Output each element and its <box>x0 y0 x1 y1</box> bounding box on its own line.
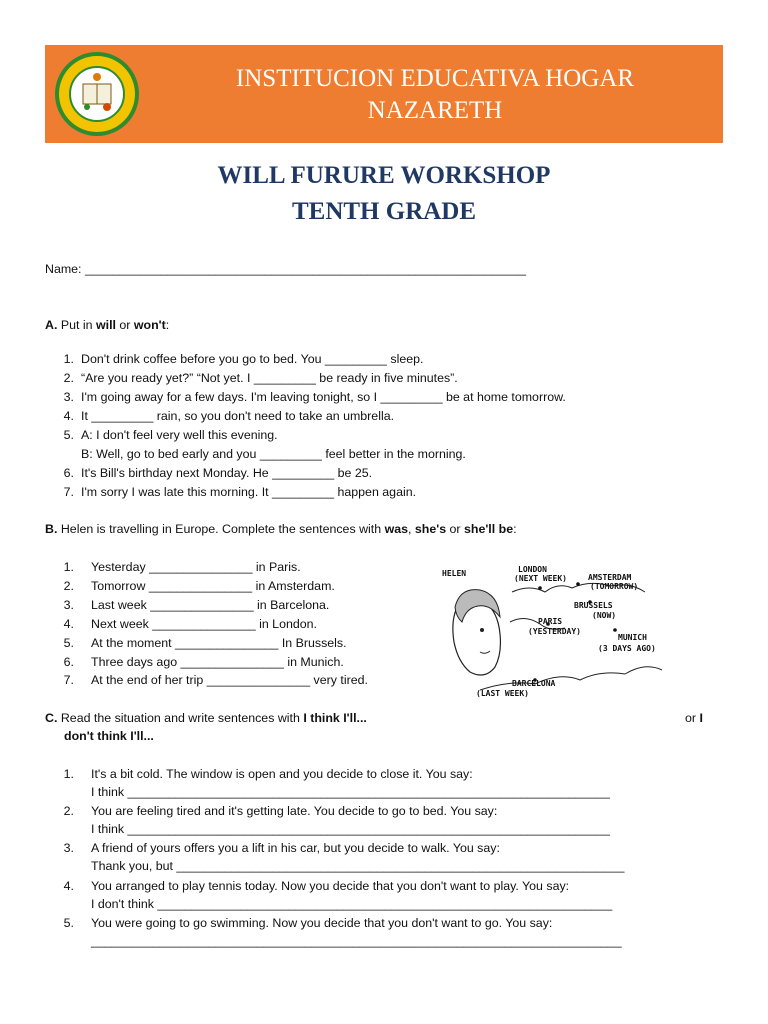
section-c-item-number: 2. <box>63 804 74 818</box>
helen-europe-map <box>440 562 665 702</box>
section-a-item-number: 5. <box>63 428 74 442</box>
map-label-brussels-sub: (NOW) <box>592 611 617 620</box>
section-c-answer-line[interactable]: Thank you, but _________________________________________________________________ <box>91 859 625 873</box>
section-a-letter: A. <box>45 318 58 332</box>
section-b-item[interactable]: At the end of her trip _______________ very tired. <box>91 673 368 687</box>
section-a-item[interactable]: I'm going away for a few days. I'm leaving tonight, so I _________ be at home tomorrow. <box>81 390 566 404</box>
section-a-item[interactable]: It's Bill's birthday next Monday. He _________ be 25. <box>81 466 373 480</box>
map-label-london-sub: (NEXT WEEK) <box>514 574 567 583</box>
munich-dot-icon <box>613 628 617 632</box>
section-b-item[interactable]: At the moment _______________ In Brussels. <box>91 636 347 650</box>
section-c-item: It's a bit cold. The window is open and you decide to close it. You say: <box>91 767 473 781</box>
section-b-item-number: 7. <box>63 673 74 687</box>
section-c-item: A friend of yours offers you a lift in his car, but you decide to walk. You say: <box>91 841 500 855</box>
section-a-item[interactable]: I'm sorry I was late this morning. It _________ happen again. <box>81 485 417 499</box>
section-a-item-number: 6. <box>63 466 74 480</box>
section-c-answer-line[interactable]: I don't think __________________________________________________________________ <box>91 897 613 911</box>
section-a-item[interactable]: “Are you ready yet?” “Not yet. I _________ be ready in five minutes”. <box>81 371 458 385</box>
section-c-item-number: 5. <box>63 916 74 930</box>
section-b-item[interactable]: Yesterday _______________ in Paris. <box>91 560 301 574</box>
section-c-letter: C. <box>45 711 58 725</box>
school-name-line2: NAZARETH <box>367 97 503 124</box>
section-b-item-number: 3. <box>63 598 74 612</box>
section-b-letter: B. <box>45 522 58 536</box>
name-label: Name: <box>45 262 82 276</box>
map-label-munich: MUNICH <box>618 633 647 642</box>
section-c-item-number: 4. <box>63 879 74 893</box>
map-label-amsterdam: AMSTERDAM <box>588 573 632 582</box>
worksheet-subtitle: TENTH GRADE <box>291 198 477 225</box>
map-label-helen: HELEN <box>442 569 467 578</box>
section-a-item-number: 7. <box>63 485 74 499</box>
school-name <box>155 63 715 127</box>
map-label-amsterdam-sub: (TOMORROW) <box>590 582 639 591</box>
section-a-item-number: 3. <box>63 390 74 404</box>
section-c-instruction-tail: or I <box>685 711 703 725</box>
helen-hair-icon <box>455 590 500 622</box>
name-blank[interactable]: ________________________________________________________________ <box>84 262 526 276</box>
name-field[interactable] <box>45 262 526 277</box>
section-b-item[interactable]: Last week _______________ in Barcelona. <box>91 598 330 612</box>
section-c-item: You were going to go swimming. Now you decide that you don't want to go. You say: <box>91 916 553 930</box>
section-c-item-number: 1. <box>63 767 74 781</box>
section-c-answer-line[interactable]: I think ______________________________________________________________________ <box>91 822 610 836</box>
school-header-banner <box>45 45 723 143</box>
section-b-instruction: B. Helen is travelling in Europe. Complete the sentences with was, she's or she'll be: <box>45 522 517 536</box>
section-c-item: You arranged to play tennis today. Now you decide that you don't want to play. You say: <box>91 879 570 893</box>
section-b-item-number: 1. <box>63 560 74 574</box>
section-c-instruction-line2: don't think I'll... <box>64 729 154 743</box>
section-b-item-number: 5. <box>63 636 74 650</box>
map-label-paris: PARIS <box>538 617 563 626</box>
section-b-item[interactable]: Tomorrow _______________ in Amsterdam. <box>91 579 335 593</box>
school-name-line1: INSTITUCION EDUCATIVA HOGAR <box>235 65 635 92</box>
section-a-item[interactable]: Don't drink coffee before you go to bed. You _________ sleep. <box>81 352 424 366</box>
section-a-item-number: 1. <box>63 352 74 366</box>
map-label-barcelona: BARCELONA <box>512 679 556 688</box>
section-b-item-number: 2. <box>63 579 74 593</box>
london-dot-icon <box>538 586 542 590</box>
section-b-item[interactable]: Next week _______________ in London. <box>91 617 317 631</box>
section-c-instruction: C. Read the situation and write sentences with I think I'll... <box>45 711 367 725</box>
map-label-brussels: BRUSSELS <box>574 601 613 610</box>
section-b-item-number: 6. <box>63 655 74 669</box>
section-a-item[interactable]: It _________ rain, so you don't need to take an umbrella. <box>81 409 395 423</box>
worksheet-title: WILL FURURE WORKSHOP <box>217 162 551 189</box>
map-label-london: LONDON <box>518 565 547 574</box>
section-c-item-number: 3. <box>63 841 74 855</box>
section-a-instruction: A. Put in will or won't: <box>45 318 170 332</box>
school-seal-logo <box>53 51 141 137</box>
map-label-barcelona-sub: (LAST WEEK) <box>476 689 529 698</box>
section-c-answer-line[interactable]: _____________________________________________________________________________ <box>91 934 622 948</box>
map-label-paris-sub: (YESTERDAY) <box>528 627 581 636</box>
section-a-item-number: 4. <box>63 409 74 423</box>
section-a-item-number: 2. <box>63 371 74 385</box>
section-a-item[interactable]: A: I don't feel very well this evening. <box>81 428 278 442</box>
section-b-item[interactable]: Three days ago _______________ in Munich. <box>91 655 344 669</box>
section-b-item-number: 4. <box>63 617 74 631</box>
section-a-item[interactable]: B: Well, go to bed early and you _________ feel better in the morning. <box>81 447 466 461</box>
map-coast-south <box>480 667 662 690</box>
amsterdam-dot-icon <box>576 582 580 586</box>
section-c-item: You are feeling tired and it's getting late. You decide to go to bed. You say: <box>91 804 498 818</box>
section-c-answer-line[interactable]: I think ______________________________________________________________________ <box>91 785 610 799</box>
map-label-munich-sub: (3 DAYS AGO) <box>598 644 656 653</box>
